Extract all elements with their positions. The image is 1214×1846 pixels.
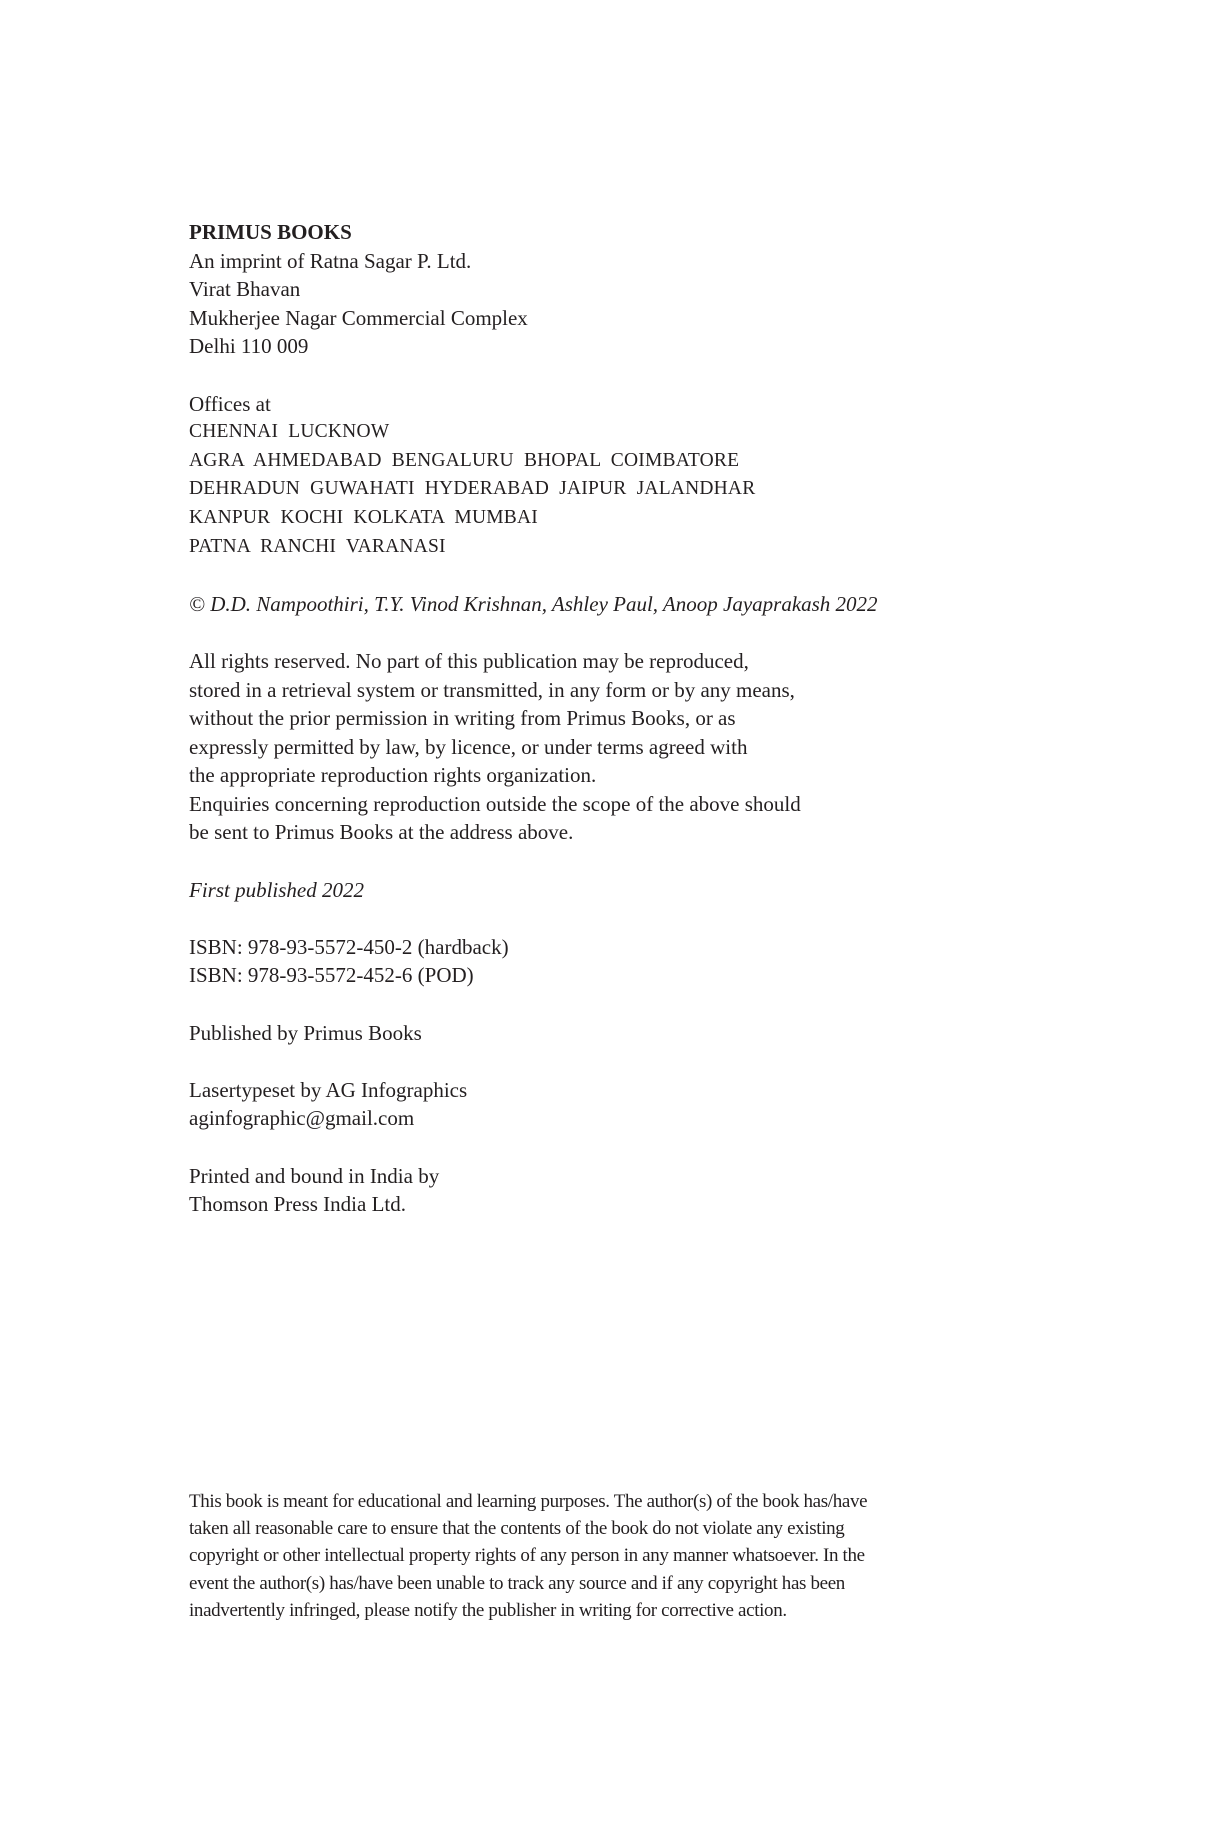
spacer — [189, 847, 1089, 876]
typeset-credit: Lasertypeset by AG Infographics — [189, 1077, 468, 1102]
published-by: Published by Primus Books — [189, 1020, 422, 1045]
disclaimer-block — [189, 1488, 1109, 1624]
spacer — [189, 1133, 1089, 1162]
first-published-label: First published — [189, 877, 317, 902]
disclaimer-line: copyright or other intellectual property rights of any person in any manner whatsoever. In the — [189, 1545, 865, 1567]
isbn-hardback: ISBN: 978-93-5572-450-2 (hardback) — [189, 934, 509, 959]
office-cities: AGRA AHMEDABAD BENGALURU BHOPAL COIMBATORE — [189, 449, 740, 471]
office-cities: CHENNAI LUCKNOW — [189, 421, 390, 443]
rights-line: Enquiries concerning reproduction outside the scope of the above should — [189, 791, 801, 816]
copyright-page — [189, 218, 1089, 1219]
spacer — [189, 1047, 1089, 1076]
printer-block — [189, 1162, 1089, 1219]
spacer — [189, 990, 1089, 1019]
office-cities: PATNA RANCHI VARANASI — [189, 535, 446, 557]
office-cities: DEHRADUN GUWAHATI HYDERABAD JAIPUR JALANDHAR — [189, 478, 756, 500]
address-line: Delhi 110 009 — [189, 334, 309, 359]
spacer — [189, 618, 1089, 647]
publisher-name: PRIMUS BOOKS — [189, 220, 352, 244]
first-published-year: 2022 — [322, 877, 365, 902]
rights-line: be sent to Primus Books at the address above. — [189, 820, 574, 845]
disclaimer-line: taken all reasonable care to ensure that the contents of the book do not violate any existing — [189, 1518, 845, 1540]
rights-line: without the prior permission in writing from Primus Books, or as — [189, 706, 736, 731]
printer-line: Printed and bound in India by — [189, 1163, 440, 1188]
rights-statement — [189, 647, 1089, 847]
publisher-block — [189, 218, 1089, 361]
printer-line: Thomson Press India Ltd. — [189, 1192, 406, 1217]
isbn-block — [189, 933, 1089, 990]
publisher-imprint: An imprint of Ratna Sagar P. Ltd. — [189, 248, 472, 273]
spacer — [189, 561, 1089, 590]
rights-line: the appropriate reproduction rights organization. — [189, 763, 597, 788]
offices-block — [189, 390, 1089, 562]
first-published — [189, 876, 1089, 905]
rights-line: expressly permitted by law, by licence, or under terms agreed with — [189, 734, 748, 759]
isbn-pod: ISBN: 978-93-5572-452-6 (POD) — [189, 963, 474, 988]
typeset-block — [189, 1076, 1089, 1133]
office-cities: KANPUR KOCHI KOLKATA MUMBAI — [189, 506, 538, 528]
typeset-email: aginfographic@gmail.com — [189, 1106, 415, 1131]
address-line: Virat Bhavan — [189, 277, 301, 302]
copyright-notice: © D.D. Nampoothiri, T.Y. Vinod Krishnan, Ashley Paul, Anoop Jayaprakash 2022 — [189, 591, 878, 616]
address-line: Mukherjee Nagar Commercial Complex — [189, 305, 528, 330]
disclaimer-line: This book is meant for educational and learning purposes. The author(s) of the book has/have — [189, 1491, 868, 1512]
rights-line: All rights reserved. No part of this publication may be reproduced, — [189, 648, 749, 673]
spacer — [189, 361, 1089, 390]
offices-heading: Offices at — [189, 391, 271, 416]
disclaimer-line: inadvertently infringed, please notify the publisher in writing for corrective action. — [189, 1599, 787, 1621]
spacer — [189, 904, 1089, 933]
disclaimer-line: event the author(s) has/have been unable to track any source and if any copyright has been — [189, 1572, 845, 1594]
rights-line: stored in a retrieval system or transmitted, in any form or by any means, — [189, 677, 795, 702]
